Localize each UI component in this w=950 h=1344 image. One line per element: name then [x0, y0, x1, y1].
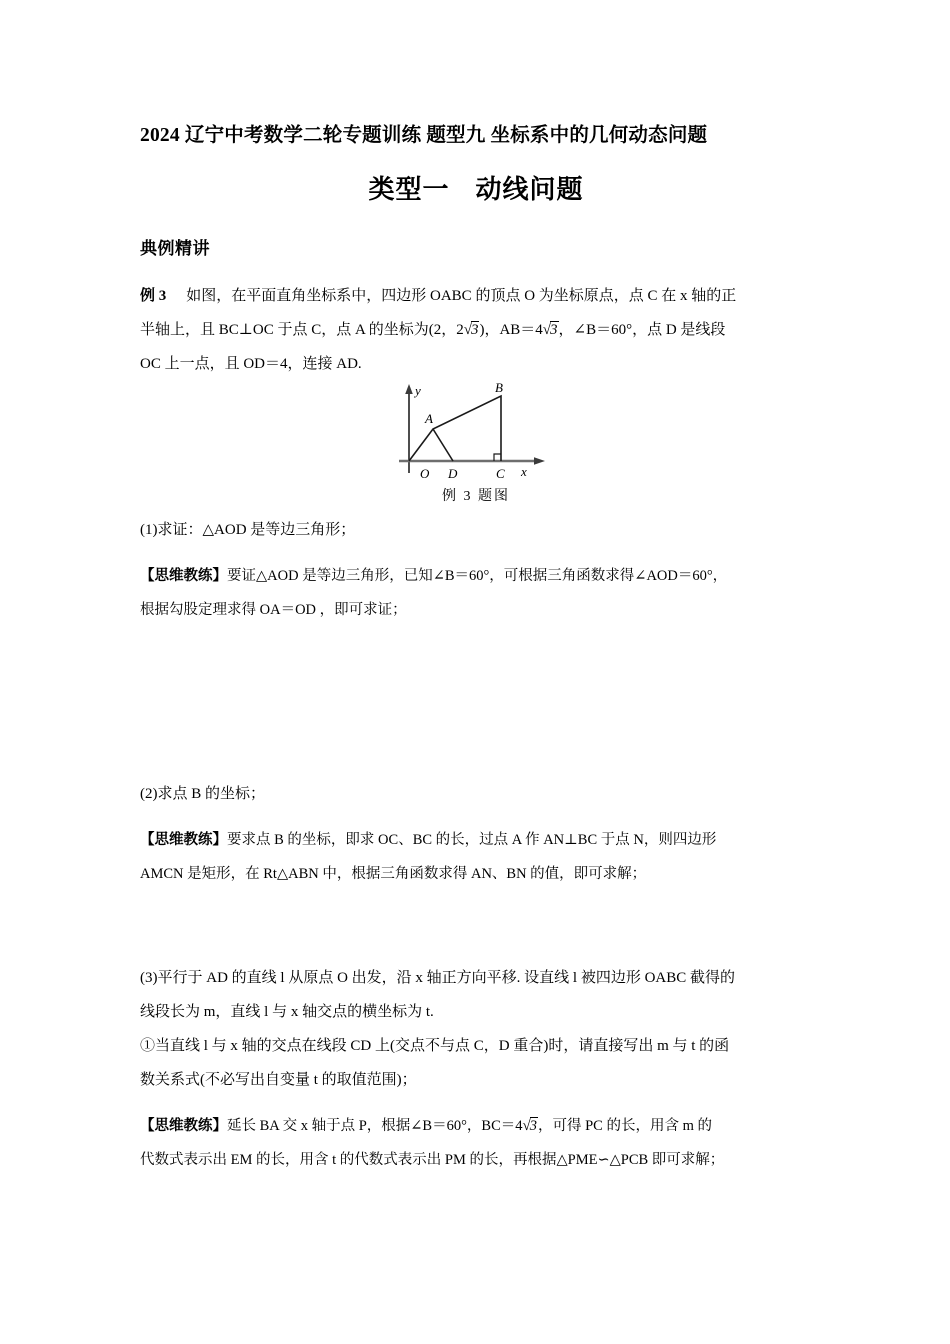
part-3-question-line-1: (3)平行于 AD 的直线 l 从原点 O 出发，沿 x 轴正方向平移. 设直线 l 被四边形 OABC 截得的: [140, 970, 736, 987]
part-3-coach-line-2: 代数式表示出 EM 的长，用含 t 的代数式表示出 PM 的长，再根据△PME∽△PCB 即可求解；: [140, 1152, 725, 1169]
segment-ad: [433, 429, 453, 461]
coach-text-b: ，可得 PC 的长，用含 m 的: [537, 1118, 712, 1135]
part-2-answer-space: [140, 891, 812, 961]
example-statement-line-2-wrap: [140, 313, 812, 347]
point-label-c: C: [496, 466, 505, 482]
sqrt-radicand: 3: [529, 1118, 537, 1135]
figure-caption: 例 3 题图: [442, 489, 510, 505]
type-heading: [140, 147, 812, 206]
example-statement-line-1: 如图，在平面直角坐标系中，四边形 OABC 的顶点 O 为坐标原点，点 C 在 x 轴的正: [186, 288, 737, 305]
example-statement-line-3: OC 上一点，且 OD＝4，连接 AD.: [140, 356, 362, 373]
coach-label: 【思维教练】: [140, 1118, 227, 1135]
part-3-sub-line-1: ①当直线 l 与 x 轴的交点在线段 CD 上(交点不与点 C，D 重合)时，请直接写出 m 与 t 的函: [140, 1038, 730, 1055]
example-statement-line-2c: ，∠B＝60°，点 D 是线段: [558, 322, 726, 339]
type-name: 动线问题: [475, 175, 584, 205]
part-3-coach-line-1: [140, 1109, 812, 1143]
point-label-d: D: [448, 466, 458, 482]
y-axis-arrow-icon: [405, 384, 413, 394]
part-2-question: (2)求点 B 的坐标；: [140, 786, 265, 803]
x-axis-label: x: [521, 464, 527, 480]
coach-label: 【思维教练】: [140, 832, 227, 849]
example-statement-line-2a: 半轴上，且 BC⊥OC 于点 C，点 A 的坐标为(2，2: [140, 322, 464, 339]
coach-text: 要证△AOD 是等边三角形，已知∠B＝60°，可根据三角函数求得∠AOD＝60°，: [227, 568, 728, 585]
coach-label: 【思维教练】: [140, 568, 227, 585]
part-3-question-line-2: 线段长为 m，直线 l 与 x 轴交点的横坐标为 t.: [140, 1004, 434, 1021]
point-label-a: A: [425, 411, 433, 427]
sqrt-radicand: 3: [550, 322, 558, 339]
point-label-b: B: [495, 381, 503, 396]
coach-text-a: 延长 BA 交 x 轴于点 P，根据∠B＝60°，BC＝4: [227, 1118, 523, 1135]
sqrt-icon: √3: [463, 322, 479, 339]
point-label-o: O: [420, 466, 430, 482]
coordinate-geometry-diagram: [395, 381, 565, 486]
example-statement-line-2b: )，AB＝4: [479, 322, 543, 339]
type-label: 类型一: [368, 175, 450, 205]
part-3-sub-line-2: 数关系式(不必写出自变量 t 的取值范围)；: [140, 1072, 417, 1089]
document-title: 2024 辽宁中考数学二轮专题训练 题型九 坐标系中的几何动态问题: [140, 125, 708, 146]
example-statement: [140, 259, 812, 313]
part-2-coach-line-2: AMCN 是矩形，在 Rt△ABN 中，根据三角函数求得 AN、BN 的值，即可求解；: [140, 866, 647, 883]
coach-text: 要求点 B 的坐标，即求 OC、BC 的长，过点 A 作 AN⊥BC 于点 N，则四边形: [227, 832, 717, 849]
part-1-question: (1)求证：△AOD 是等边三角形；: [140, 522, 356, 539]
y-axis-label: y: [415, 383, 421, 399]
sqrt-icon: √3: [542, 322, 558, 339]
x-axis-arrow-icon: [534, 458, 545, 466]
part-1-coach-line-2: 根据勾股定理求得 OA＝OD ，即可求证；: [140, 602, 407, 619]
sqrt-radicand: 3: [470, 322, 479, 339]
sqrt-icon: √3: [522, 1118, 537, 1135]
part-2-coach-line-1: [140, 823, 812, 857]
section-heading: 典例精讲: [140, 239, 210, 259]
part-1-coach-line-1: [140, 559, 812, 593]
quadrilateral-oabc: [409, 396, 501, 461]
page-content: [140, 0, 812, 1177]
example-figure: [140, 381, 812, 513]
part-1-answer-space: [140, 627, 812, 777]
example-number: 例 3: [140, 288, 167, 305]
